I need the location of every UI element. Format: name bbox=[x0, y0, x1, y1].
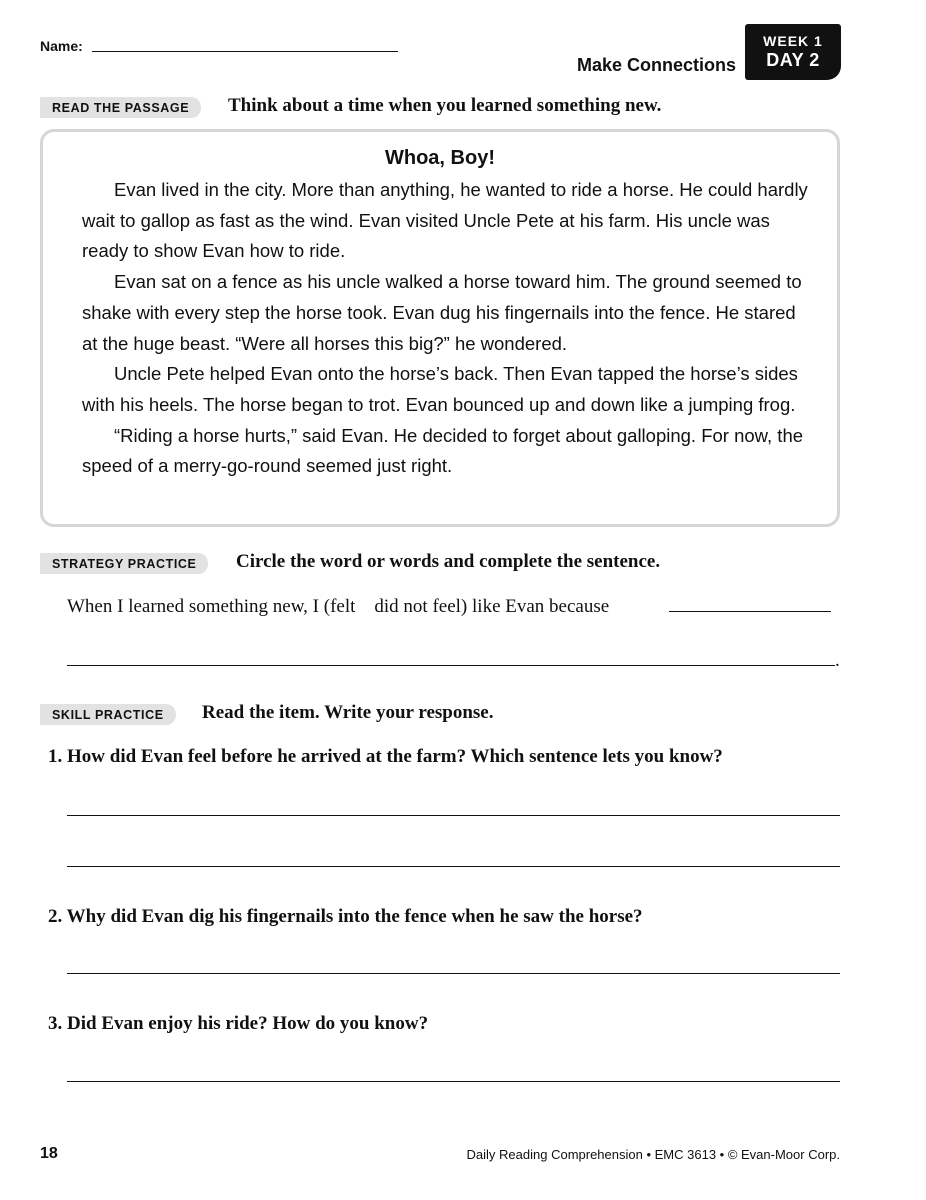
read-passage-instruction: Think about a time when you learned something new. bbox=[228, 95, 662, 116]
strategy-practice-label: STRATEGY PRACTICE bbox=[40, 553, 208, 574]
day-label: DAY 2 bbox=[766, 50, 820, 70]
footer-credit: Daily Reading Comprehension • EMC 3613 • © Evan-Moor Corp. bbox=[466, 1147, 840, 1162]
week-label: WEEK 1 bbox=[763, 33, 823, 49]
skill-practice-label: SKILL PRACTICE bbox=[40, 704, 176, 725]
answer-line[interactable] bbox=[67, 1081, 840, 1082]
answer-line[interactable] bbox=[67, 973, 840, 974]
page-number: 18 bbox=[40, 1145, 58, 1162]
passage-paragraph: “Riding a horse hurts,” said Evan. He decided to forget about galloping. For now, the speed of a merry-go-round seemed just right. bbox=[82, 424, 804, 477]
passage-title: Whoa, Boy! bbox=[385, 147, 495, 169]
name-write-line[interactable] bbox=[92, 51, 398, 52]
week-day-badge bbox=[745, 24, 841, 80]
answer-line[interactable] bbox=[669, 611, 831, 612]
question-1: 1. How did Evan feel before he arrived at the farm? Which sentence lets you know? bbox=[48, 746, 723, 767]
sentence-period: . bbox=[835, 650, 840, 671]
passage-paragraph: Evan sat on a fence as his uncle walked a horse toward him. The ground seemed to shake with every step the horse took. Evan dug his fingernails into the fence. He stared at the huge beast. “Were all horses this big?” he wondered. bbox=[82, 271, 802, 354]
skill-practice-instruction: Read the item. Write your response. bbox=[202, 702, 494, 723]
section-title: Make Connections bbox=[576, 55, 736, 75]
passage-paragraph: Uncle Pete helped Evan onto the horse’s back. Then Evan tapped the horse’s sides with his heels. The horse began to trot. Evan bounced up and down like a jumping frog. bbox=[82, 363, 798, 415]
strategy-sentence: When I learned something new, I (felt did not feel) like Evan because bbox=[67, 596, 610, 617]
question-2: 2. Why did Evan dig his fingernails into the fence when he saw the horse? bbox=[48, 906, 643, 927]
strategy-practice-instruction: Circle the word or words and complete the sentence. bbox=[236, 551, 661, 572]
question-3: 3. Did Evan enjoy his ride? How do you know? bbox=[48, 1013, 429, 1034]
passage-paragraph: Evan lived in the city. More than anything, he wanted to ride a horse. He could hardly wait to gallop as fast as the wind. Evan visited Uncle Pete at his farm. His uncle was ready to show Evan how to ride. bbox=[82, 179, 808, 262]
answer-line[interactable] bbox=[67, 665, 835, 666]
read-passage-label: READ THE PASSAGE bbox=[40, 97, 201, 118]
answer-line[interactable] bbox=[67, 815, 840, 816]
answer-line[interactable] bbox=[67, 866, 840, 867]
passage-body bbox=[82, 175, 812, 482]
name-label: Name: bbox=[40, 38, 83, 54]
